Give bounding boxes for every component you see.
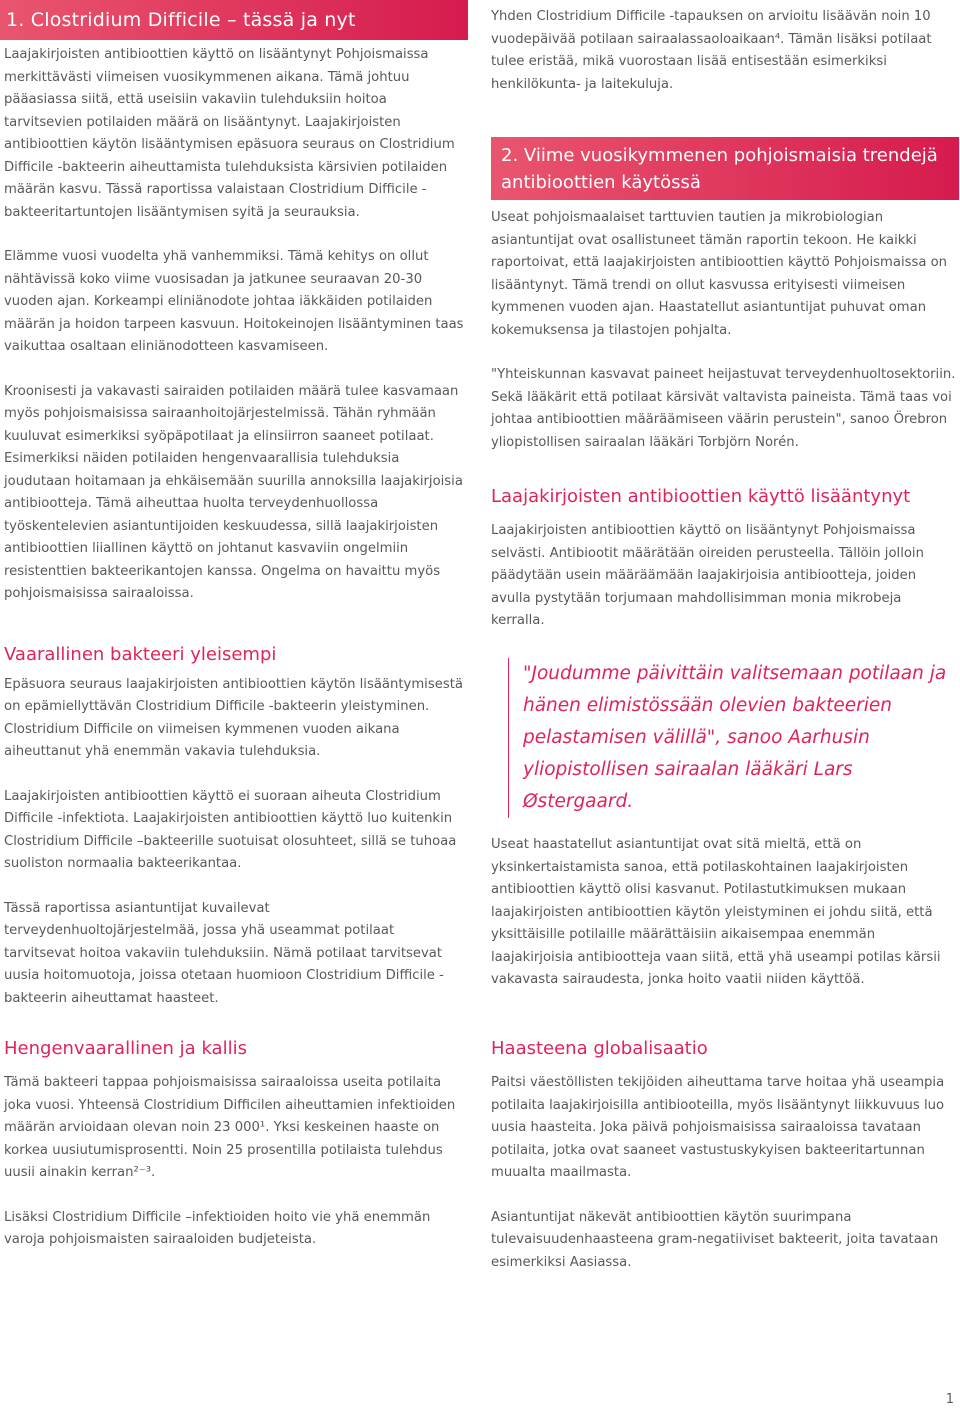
right-column-bottom <box>491 1036 956 1274</box>
section-2-banner <box>491 137 959 200</box>
heading-lethal-and-expensive: Hengenvaarallinen ja kallis <box>4 1038 247 1059</box>
heading-globalization-challenge: Haasteena globalisaatio <box>491 1038 708 1059</box>
section-1-paragraph-2: Elämme vuosi vuodelta yhä vanhemmiksi. Tämä kehitys on ollut nähtävissä koko viime vuosisadan ja jatkunee seuraavan 20-30 vuoden ajan. Korkeampi eliniänodote johtaa iäkkäiden potilaiden määrän ja hoidon tarpeen kasvuun. Hoitokeinojen lisääntyminen taas vaikuttaa osaltaan eliniänodotteen kasvamiseen. <box>4 249 464 354</box>
left-column <box>4 44 468 1010</box>
global-paragraph-1: Paitsi väestöllisten tekijöiden aiheuttama tarve hoitaa yhä useampia potilaita laajakirjoisilla antibiooteilla, myös lisääntynyt liikkuvuus luo uusia haasteita. Joka päivä pohjoismaisissa sairaaloissa tavataan potilaita, jotka ovat saaneet vastustuskykyisen bakteeritartunnan muualta maailmasta. <box>491 1075 945 1180</box>
right-column-top <box>491 6 956 96</box>
right-top-paragraph: Yhden Clostridium Difficile -tapauksen on arvioitu lisäävän noin 10 vuodepäivää potilaan sairaalassaoloaikaan⁴. Tämän lisäksi potilaat tulee eristää, mikä vuorostaan lisää entisestään esimerkiksi henkilökunta- ja laitekuluja. <box>491 9 932 92</box>
right-column-after-quote <box>491 834 956 992</box>
section-1-banner <box>0 0 468 40</box>
dangerous-paragraph-3: Tässä raportissa asiantuntijat kuvailevat terveydenhuoltojärjestelmää, jossa yhä useammat potilaat tarvitsevat hoitoa vakaviin tulehduksiin. Nämä potilaat tarvitsevat uusia hoitomuotoja, joissa otetaan huomioon Clostridium Difficile -bakteerin aiheuttamat haasteet. <box>4 900 444 1006</box>
dangerous-paragraph-1: Epäsuora seuraus laajakirjoisten antibioottien käytön lisääntymisestä on epämiellyttävän Clostridium Difficile -bakteerin yleistyminen. Clostridium Difficile on viimeisen kymmenen vuoden aikana aiheuttanut yhä enemmän vakavia tulehduksia. <box>4 676 463 759</box>
section-1-title: 1. Clostridium Difficile – tässä ja nyt <box>6 9 356 31</box>
page-number: 1 <box>945 1392 954 1407</box>
left-column-bottom <box>4 1036 468 1252</box>
global-paragraph-2: Asiantuntijat näkevät antibioottien käytön suurimpana tulevaisuudenhaasteena gram-negatiiviset bakteerit, joita tavataan esimerkiksi Aasiassa. <box>491 1209 939 1270</box>
section-2-title: 2. Viime vuosikymmenen pohjoismaisia trendejä antibioottien käytössä <box>501 144 938 193</box>
section-1-paragraph-1: Laajakirjoisten antibioottien käyttö on lisääntynyt Pohjoismaissa merkittävästi viimeisen vuosikymmenen aikana. Tämä johtuu pääasiassa siitä, että useisiin vakaviin tulehduksiin hoitoa tarvitsevien potilaiden määrä on lisääntynyt. Laajakirjoisten antibioottien käytön lisääntymisen epäsuora seuraus on Clostridium Difficile -bakteerin aiheuttamista tulehduksista kärsivien potilaiden määrän kasvu. Tässä raportissa valaistaan Clostridium Difficile -bakteeritartuntojen lisääntymisen syitä ja seurauksia. <box>4 47 455 220</box>
dangerous-paragraph-2: Laajakirjoisten antibioottien käyttö ei suoraan aiheuta Clostridium Difficile -infektiota. Laajakirjoisten antibioottien käyttö luo kuitenkin Clostridium Difficile –bakteerille suotuisat olosuhteet, sillä se tuhoaa suoliston normaalia bakteerikantaa. <box>4 788 457 871</box>
section-2-paragraph-1: Useat pohjoismaalaiset tarttuvien tautien ja mikrobiologian asiantuntijat ovat osallistuneet tämän raportin tekoon. He kaikki raportoivat, että laajakirjoisten antibioottien käyttö Pohjoismaissa on lisääntynyt. Tämä trendi on ollut kasvussa erityisesti viimeisen kymmenen vuoden ajan. Haastatellut asiantuntijat puhuvat oman kokemuksensa ja tilastojen pohjalta. <box>491 210 948 338</box>
heading-dangerous-bacteria: Vaarallinen bakteeri yleisempi <box>4 643 277 665</box>
after-quote-paragraph: Useat haastatellut asiantuntijat ovat sitä mieltä, että on yksinkertaistamista sanoa, että potilaskohtainen laajakirjoisten antibioottien käyttö olisi kasvanut. Potilastutkimuksen mukaan laajakirjoisten antibioottien käytön yleistyminen ei johdu siitä, että yksittäisille potilaille määrättäisiin aikaisempaa enemmän laajakirjoisia antibiootteja vaan siitä, että yhä useampi potilas kärsii vakavasta sairaudesta, jonka hoito vaatii niiden käyttöä. <box>491 837 941 987</box>
pull-quote <box>508 658 953 818</box>
lethal-paragraph-2: Lisäksi Clostridium Difficile –infektioiden hoito vie yhä enemmän varoja pohjoismaisten sairaaloiden budjeteista. <box>4 1209 431 1247</box>
heading-broad-spectrum-increase: Laajakirjoisten antibioottien käyttö lisääntynyt <box>491 486 911 507</box>
lethal-paragraph-1: Tämä bakteeri tappaa pohjoismaisissa sairaaloissa useita potilaita joka vuosi. Yhteensä Clostridium Difficilen aiheuttamien infektioiden määrän arvioidaan olevan noin 23 000¹. Yksi keskeinen haaste on korkea uusiutumisprosentti. Noin 25 prosentilla potilaista tulehdus uusii ainakin kerran²⁻³. <box>4 1075 456 1180</box>
pull-quote-text: "Joudumme päivittäin valitsemaan potilaan ja hänen elimistössään olevien bakteerien pelastamisen välillä", sanoo Aarhusin yliopistollisen sairaalan lääkäri Lars Østergaard. <box>523 663 947 812</box>
section-2-paragraph-2: "Yhteiskunnan kasvavat paineet heijastuvat terveydenhuoltosektoriin. Sekä lääkärit että potilaat kärsivät valtavista paineista. Tämä taas voi johtaa antibioottien määräämiseen väärin perustein", sanoo Örebron yliopistollisen sairaalan lääkäri Torbjörn Norén. <box>491 367 956 450</box>
section-1-paragraph-3: Kroonisesti ja vakavasti sairaiden potilaiden määrä tulee kasvamaan myös pohjoismaisissa sairaanhoitojärjestelmissä. Tähän ryhmään kuuluvat esimerkiksi syöpäpotilaat ja elinsiirron saaneet potilaat. Esimerkiksi näiden potilaiden hengenvaarallisia tulehduksia joudutaan hoitamaan ja ehkäisemään suurilla annoksilla laajakirjoisia antibiootteja. Tämä aiheuttaa huolta terveydenhuollossa työskentelevien asiantuntijoiden keskuudessa, sillä laajakirjoisten antibioottien liiallinen käyttö on johtanut kasvaviin ongelmiin resistenttien bakteerikantojen kanssa. Ongelma on havaittu myös pohjoismaisissa sairaaloissa. <box>4 383 463 601</box>
increase-paragraph-1: Laajakirjoisten antibioottien käyttö on lisääntynyt Pohjoismaissa selvästi. Antibiootit määrätään oireiden perusteella. Tällöin jolloin päädytään usein määräämään laajakirjoisia antibiootteja, joiden avulla pystytään torjumaan mahdollisimman monia mikrobeja kerralla. <box>491 523 924 628</box>
right-column-middle <box>491 207 956 633</box>
